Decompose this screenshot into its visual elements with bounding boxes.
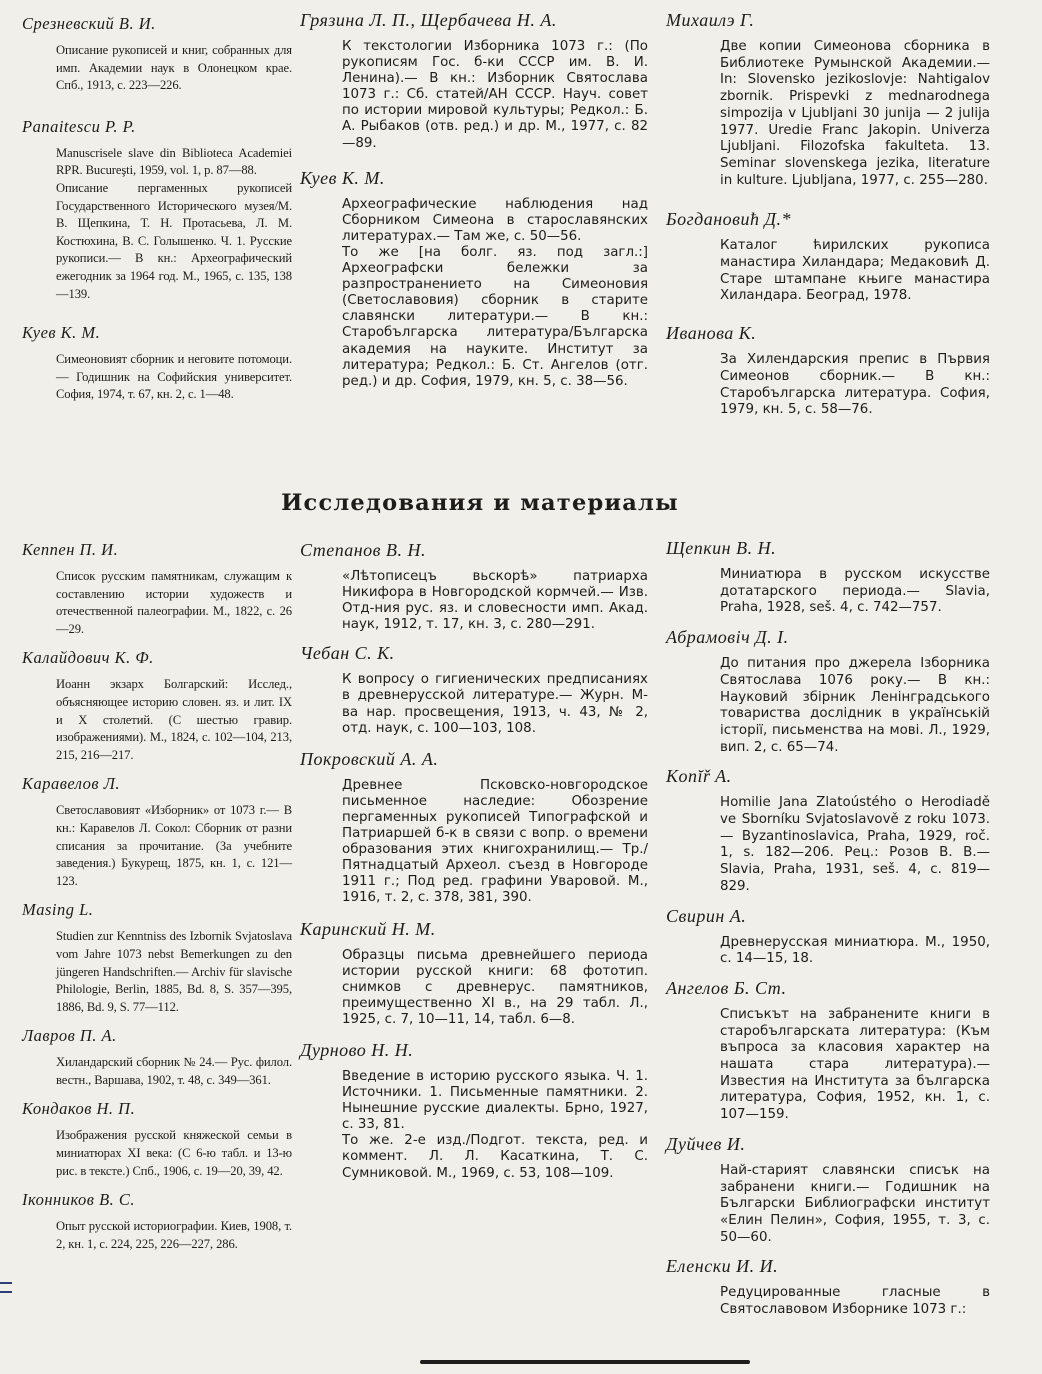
entry-citation: Редуцированные гласные в Святославовом Изборнике 1073 г.: bbox=[720, 1285, 990, 1318]
entry-citation: Хиландарский сборник № 24.— Рус. филол. вестн., Варшава, 1902, т. 48, с. 349—361. bbox=[56, 1055, 292, 1087]
margin-mark bbox=[0, 1282, 12, 1293]
entry-author: Кеппен П. И. bbox=[22, 540, 119, 559]
bibliography-entry bbox=[666, 209, 990, 305]
entry-author: Свирин А. bbox=[666, 905, 747, 926]
entry-author: Masing L. bbox=[22, 900, 94, 920]
entry-citation: Древнерусская миниатюра. М., 1950, с. 14—15, 18. bbox=[720, 934, 990, 967]
bibliography-entry bbox=[300, 540, 648, 633]
entry-author: Куев К. М. bbox=[300, 167, 385, 188]
bibliography-entry bbox=[300, 10, 648, 152]
entry-citation: «Лѣтописецъ вьскорѣ» патриарха Никифора в Новгородской кормчей.— Изв. Отд-ния рус. яз. и словесности имп. Акад. наук, 1912, т. 17, кн. 3, с. 280—291. bbox=[342, 569, 648, 633]
entry-citation-continued: То же [на болг. яз. под загл.:] Археографски бележки за разпространението на Симеоновия (Светославовия) сборник в старите славянски литератури.— В кн.: Старобългарска литература/Българска академия на науките. Институт за литература; Редкол.: Б. Ст. Ангелов (отг. ред.) и др. София, 1979, кн. 5, с. 38—56. bbox=[342, 244, 648, 389]
bibliography-entry bbox=[300, 749, 648, 907]
entry-author: Дуйчев И. bbox=[666, 1133, 746, 1154]
entry-citation: Manuscrisele slave din Biblioteca Academiei RPR. Bucureşti, 1959, vol. 1, p. 87—88. bbox=[56, 145, 292, 178]
entry-citation: Симеоновият сборник и неговите потомоци.— Годишник на Софийския университет. София, 1974, т. 67, кн. 2, с. 1—48. bbox=[56, 352, 292, 402]
entry-citation-continued: Описание пергаменных рукописей Государственного Исторического музея/М. В. Щепкина, Т. Н. Протасьева, Л. М. Костюхина, В. С. Голышенко. Ч. 1. Русские рукописи.— В кн.: Археографический ежегодник за 1964 год. М., 1965, с. 135, 138—139. bbox=[56, 180, 292, 301]
bibliography-entry bbox=[300, 919, 648, 1028]
entry-citation: Опыт русской историографии. Киев, 1908, т. 2, кн. 1, с. 224, 225, 226—227, 286. bbox=[56, 1219, 292, 1251]
entry-author: Куев К. М. bbox=[22, 323, 101, 343]
entry-citation: Миниатюра в русском искусстве дотатарского периода.— Slavia, Praha, 1928, seš. 4, c. 742—757. bbox=[720, 567, 990, 616]
entry-citation: К вопросу о гигиенических предписаниях в древнерусской литературе.— Журн. М-ва нар. просвещения, 1913, ч. 43, № 2, отд. наук, с. 100—103, 108. bbox=[342, 672, 648, 736]
entry-citation-continued: То же. 2-е изд./Подгот. текста, ред. и коммент. Л. Л. Касаткина, Т. С. Сумниковой. М., 1969, с. 53, 108—109. bbox=[342, 1133, 648, 1181]
top-column-3 bbox=[666, 10, 990, 419]
bibliography-entry bbox=[22, 540, 292, 638]
entry-author: Кондаков Н. П. bbox=[22, 1099, 136, 1119]
entry-author: Іконников В. С. bbox=[22, 1190, 136, 1210]
entry-author: Konĭř A. bbox=[666, 766, 732, 787]
bibliography-entry bbox=[666, 323, 990, 419]
entry-author: Щепкин В. Н. bbox=[666, 538, 777, 558]
entry-citation: Иоанн экзарх Болгарский: Исслед., объясняющее историю словен. яз. и лит. IX и X столетий. (С шестью гравир. изображениями). М., 1824, с. 102—104, 213, 215, 216—217. bbox=[56, 677, 292, 762]
bibliography-entry bbox=[666, 538, 990, 617]
entry-citation: Studien zur Kenntniss des Izbornik Svjatoslava vom Jahre 1073 nebst Bemerkungen zu den jüngeren Handschriften.— Archiv für slavische Philologie, Berlin, 1885, Bd. 8, S. 357—395, 1886, Bd. 9, S. 77—112. bbox=[56, 929, 292, 1014]
bibliography-entry bbox=[666, 627, 990, 756]
entry-author: Лавров П. А. bbox=[22, 1026, 117, 1046]
entry-author: Дурново Н. Н. bbox=[300, 1039, 414, 1060]
bibliography-entry bbox=[300, 168, 648, 390]
entry-citation: Изображения русской княжеской семьи в миниатюрах XI века: (С 6-ю табл. и 13-ю рис. в тексте.) Спб., 1906, с. 19—20, 39, 42. bbox=[56, 1128, 292, 1178]
top-column-1 bbox=[22, 14, 292, 404]
entry-author: Грязина Л. П., Щербачева Н. А. bbox=[300, 10, 557, 30]
entry-citation: К текстологии Изборника 1073 г.: (По рукописям Гос. б-ки СССР им. В. И. Ленина).— В кн.: Изборник Святослава 1073 г.: Сб. статей/АН СССР. Науч. совет по истории мировой культуры; Редкол.: Б. А. Рыбаков (отв. ред.) и др. М., 1977, с. 82—89. bbox=[342, 39, 648, 151]
bibliography-entry bbox=[22, 648, 292, 764]
entry-citation: Древнее Псковско-новгородское письменное наследие: Обозрение пергаменных рукописей Типографской и Патриаршей б-к в связи с вопр. о времени образования этих книгохранилищ.— Тр./Пятнадцатый Археол. съезд в Новгороде 1911 г.; Под ред. графини Уваровой. М., 1916, т. 2, с. 378, 381, 390. bbox=[342, 777, 648, 906]
entry-author: Михаилэ Г. bbox=[666, 10, 755, 30]
bibliography-entry bbox=[22, 1026, 292, 1089]
section-heading: Исследования и материалы bbox=[281, 490, 679, 516]
bibliography-entry bbox=[22, 117, 292, 303]
bibliography-entry bbox=[666, 1256, 990, 1318]
entry-author: Ангелов Б. Ст. bbox=[666, 977, 787, 998]
entry-citation: Светославовият «Изборник» от 1073 г.— В кн.: Каравелов Л. Сокол: Сборник от разни списания за прочитание. (За учебните заведения.) Букурещ, 1875, кн. 1, с. 121—123. bbox=[56, 803, 292, 888]
bibliography-entry bbox=[666, 978, 990, 1124]
entry-citation: Най-старият славянски списък на забрaнени книги.— Годишник на Български Библиографски институт «Елин Пелин», София, 1955, т. 3, с. 50—60. bbox=[720, 1162, 990, 1245]
entry-author: Чебан С. К. bbox=[300, 643, 395, 664]
bottom-column-3 bbox=[666, 538, 990, 1319]
page-bottom-rule bbox=[420, 1360, 750, 1364]
entry-author: Калайдович К. Ф. bbox=[22, 648, 154, 668]
entry-author: Еленски И. И. bbox=[666, 1256, 779, 1277]
entry-author: Степанов В. Н. bbox=[300, 540, 426, 560]
entry-citation: До питания про джерела Ізборника Святослава 1076 року.— В кн.: Науковий збірник Ленінградського товариства дослідник в українській історії, письменства на мові. Л., 1929, вип. 2, с. 65—74. bbox=[720, 656, 990, 755]
bibliography-entry bbox=[666, 10, 990, 189]
entry-author: Срезневский В. И. bbox=[22, 14, 156, 33]
bibliography-entry bbox=[22, 1190, 292, 1253]
entry-citation: Homilie Jana Zlatoústého o Herodiadě ve Sborníku Svjatoslavově z roku 1073.— Byzantinoslavica, Praha, 1929, roč. 1, s. 182—206. Рец.: Розов В. В.— Slavia, Praha, 1931, seš. 4, с. 819—829. bbox=[720, 795, 990, 894]
bibliography-entry bbox=[22, 900, 292, 1016]
bibliography-entry bbox=[300, 1040, 648, 1182]
entry-citation: Каталог ћирилских рукописа манастира Хиландара; Медаковић Д. Старе штампане књиге манастира Хиландара. Београд, 1978. bbox=[720, 238, 990, 304]
entry-citation: За Хилендарския препис в Първия Симеонов сборник.— В кн.: Старобългарска литература. София, 1979, кн. 5, с. 58—76. bbox=[720, 352, 990, 418]
bibliography-entry bbox=[300, 643, 648, 736]
entry-citation: Введение в историю русского языка. Ч. 1. Источники. 1. Письменные памятники. 2. Нынешние русские диалекты. Брно, 1927, с. 33, 81. bbox=[342, 1068, 648, 1133]
bibliography-entry bbox=[666, 906, 990, 968]
bibliography-entry bbox=[22, 1099, 292, 1180]
entry-citation: Списъкът на забранените книги в старобългарската литература: (Към въпроса за класовия характер на нашата стара литература).— Известия на Института за българска литература, София, 1952, кн. 1, с. 107—159. bbox=[720, 1006, 990, 1123]
entry-author: Panaitescu P. P. bbox=[22, 116, 136, 136]
entry-author: Каравелов Л. bbox=[22, 774, 121, 794]
entry-author: Богдановић Д.* bbox=[666, 209, 791, 230]
bibliography-entry bbox=[22, 323, 292, 404]
entry-author: Покровский А. А. bbox=[300, 748, 439, 769]
bibliography-entry bbox=[666, 766, 990, 895]
entry-citation: Список русским памятникам, служащим к составлению истории художеств и отечественной палеографии. М., 1822, с. 26—29. bbox=[56, 569, 292, 636]
entry-author: Иванова К. bbox=[666, 323, 757, 344]
entry-author: Абрамовіч Д. І. bbox=[666, 627, 789, 648]
entry-citation: Археографические наблюдения над Сборником Симеона в старославянских литературах.— Там же, с. 50—56. bbox=[342, 196, 648, 244]
bibliography-entry bbox=[22, 774, 292, 890]
bottom-column-1 bbox=[22, 540, 292, 1253]
entry-citation: Две копии Симеонова сборника в Библиотеке Румынской Академии.— In: Slovensko jezikoslovje: Nahtigalov zbornik. Prispevki z mednarodnega simpozija v Ljubljani 30 junija — 2 julija 1977. Uredie Franc Jakopin. Univerza Ljubljani. Filozofska fakulteta. 13. Seminar slovenskega jezika, literature in kulture. Ljubljana, 1977, c. 255—280. bbox=[720, 39, 990, 188]
bibliography-entry bbox=[666, 1134, 990, 1247]
entry-citation: Образцы письма древнейшего периода истории русской книги: 68 фототип. снимков с древнерус. памятников, преимущественно XI в., на 29 табл. Л., 1925, с. 7, 10—11, 14, табл. 6—8. bbox=[342, 947, 648, 1027]
bottom-column-2 bbox=[300, 540, 648, 1182]
entry-citation: Описание рукописей и книг, собранных для имп. Академии наук в Олонецком крае. Спб., 1913, с. 223—226. bbox=[56, 43, 292, 93]
entry-author: Каринский Н. М. bbox=[300, 918, 436, 939]
bibliography-entry bbox=[22, 14, 292, 95]
top-column-2 bbox=[300, 10, 648, 390]
